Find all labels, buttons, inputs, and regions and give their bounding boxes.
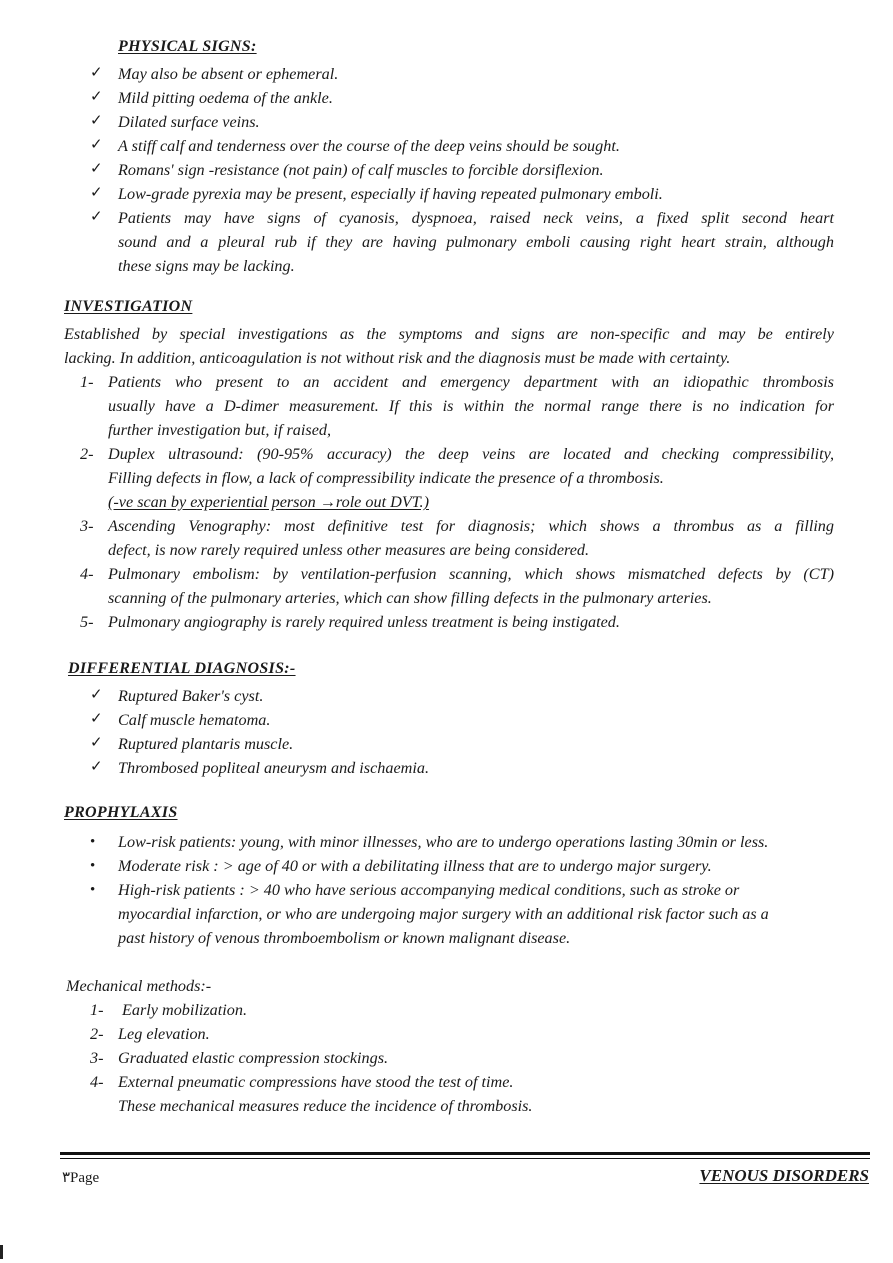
- prophylaxis-item: Low-risk patients: young, with minor illnesses, who are to undergo operations lasting 30min or less.: [118, 833, 769, 851]
- prophylaxis-item: Moderate risk : > age of 40 or with a debilitating illness that are to undergo major surgery.: [118, 857, 712, 875]
- physical-sign-item: Romans' sign -resistance (not pain) of calf muscles to forcible dorsiflexion.: [118, 161, 604, 179]
- prophylaxis-item: High-risk patients : > 40 who have serious accompanying medical conditions, such as stroke or: [118, 881, 740, 899]
- physical-sign-item: A stiff calf and tenderness over the course of the deep veins should be sought.: [118, 137, 620, 155]
- check-icon: ✓: [90, 113, 103, 129]
- physical-signs-heading: PHYSICAL SIGNS:: [118, 38, 257, 55]
- investigation-item: Duplex ultrasound: (90-95% accuracy) the deep veins are located and checking compressibility,: [108, 445, 834, 463]
- list-number: 1-: [90, 1001, 104, 1019]
- mechanical-item: External pneumatic compressions have stood the test of time.: [118, 1073, 514, 1091]
- investigation-item-cont: scanning of the pulmonary arteries, which can show filling defects in the pulmonary arteries.: [108, 589, 712, 607]
- investigation-intro: Established by special investigations as the symptoms and signs are non-specific and may be entirely: [64, 325, 834, 343]
- physical-sign-item: Patients may have signs of cyanosis, dyspnoea, raised neck veins, a fixed split second heart: [118, 209, 834, 227]
- physical-sign-item: May also be absent or ephemeral.: [118, 65, 339, 83]
- list-number: 2-: [90, 1025, 104, 1043]
- mechanical-heading: Mechanical methods:-: [66, 977, 212, 995]
- check-icon: ✓: [90, 185, 103, 201]
- mechanical-item: Leg elevation.: [118, 1025, 210, 1043]
- physical-sign-item-cont: sound and a pleural rub if they are having pulmonary emboli causing right heart strain, although: [118, 233, 834, 251]
- check-icon: ✓: [90, 735, 103, 751]
- prophylaxis-item-cont: myocardial infarction, or who are undergoing major surgery with an additional risk factor such as a: [118, 905, 769, 923]
- mechanical-item: Early mobilization.: [122, 1001, 248, 1019]
- list-number: 5-: [80, 613, 94, 631]
- check-icon: ✓: [90, 161, 103, 177]
- check-icon: ✓: [90, 711, 103, 727]
- prophylaxis-heading: PROPHYLAXIS: [64, 804, 178, 821]
- list-number: 3-: [90, 1049, 104, 1067]
- physical-sign-item: Low-grade pyrexia may be present, especially if having repeated pulmonary emboli.: [118, 185, 663, 203]
- physical-sign-item: Mild pitting oedema of the ankle.: [118, 89, 333, 107]
- differential-item: Ruptured Baker's cyst.: [118, 687, 264, 705]
- list-number: 2-: [80, 445, 94, 463]
- check-icon: ✓: [90, 209, 103, 225]
- list-number: 1-: [80, 373, 94, 391]
- prophylaxis-item-cont: past history of venous thromboembolism or known malignant disease.: [118, 929, 571, 947]
- investigation-note: (-ve scan by experiential person →role out DVT.): [108, 493, 429, 511]
- check-icon: ✓: [90, 137, 103, 153]
- scan-edge-mark: [0, 1245, 3, 1259]
- investigation-item: Ascending Venography: most definitive test for diagnosis; which shows a thrombus as a filling: [108, 517, 834, 535]
- mechanical-item: Graduated elastic compression stockings.: [118, 1049, 389, 1067]
- differential-item: Calf muscle hematoma.: [118, 711, 271, 729]
- physical-sign-item-cont: these signs may be lacking.: [118, 257, 295, 275]
- footer-rule-thick: [60, 1152, 870, 1155]
- check-icon: ✓: [90, 89, 103, 105]
- investigation-intro: lacking. In addition, anticoagulation is not without risk and the diagnosis must be made with certainty.: [64, 349, 731, 367]
- investigation-item-cont: usually have a D-dimer measurement. If this is within the normal range there is no indication for: [108, 397, 834, 415]
- list-number: 4-: [80, 565, 94, 583]
- differential-item: Thrombosed popliteal aneurysm and ischaemia.: [118, 759, 429, 777]
- investigation-item: Pulmonary angiography is rarely required unless treatment is being instigated.: [108, 613, 620, 631]
- bullet-icon: •: [90, 834, 96, 850]
- investigation-heading: INVESTIGATION: [64, 298, 193, 315]
- investigation-item: Patients who present to an accident and emergency department with an idiopathic thrombosis: [108, 373, 834, 391]
- check-icon: ✓: [90, 759, 103, 775]
- bullet-icon: •: [90, 882, 96, 898]
- page-number: ٣Page: [62, 1170, 100, 1186]
- list-number: 4-: [90, 1073, 104, 1091]
- check-icon: ✓: [90, 65, 103, 81]
- footer-title: VENOUS DISORDERS: [699, 1166, 869, 1185]
- physical-sign-item: Dilated surface veins.: [118, 113, 260, 131]
- investigation-item-cont: further investigation but, if raised,: [108, 421, 332, 439]
- mechanical-summary: These mechanical measures reduce the incidence of thrombosis.: [118, 1097, 533, 1115]
- differential-item: Ruptured plantaris muscle.: [118, 735, 294, 753]
- investigation-item-cont: Filling defects in flow, a lack of compressibility indicate the presence of a thrombosis.: [108, 469, 664, 487]
- investigation-item-cont: defect, is now rarely required unless other measures are being considered.: [108, 541, 590, 559]
- footer-rule-thin: [60, 1158, 870, 1159]
- differential-heading: DIFFERENTIAL DIAGNOSIS:-: [68, 660, 296, 677]
- investigation-item: Pulmonary embolism: by ventilation-perfusion scanning, which shows mismatched defects by (CT): [108, 565, 834, 583]
- list-number: 3-: [80, 517, 94, 535]
- bullet-icon: •: [90, 858, 96, 874]
- check-icon: ✓: [90, 687, 103, 703]
